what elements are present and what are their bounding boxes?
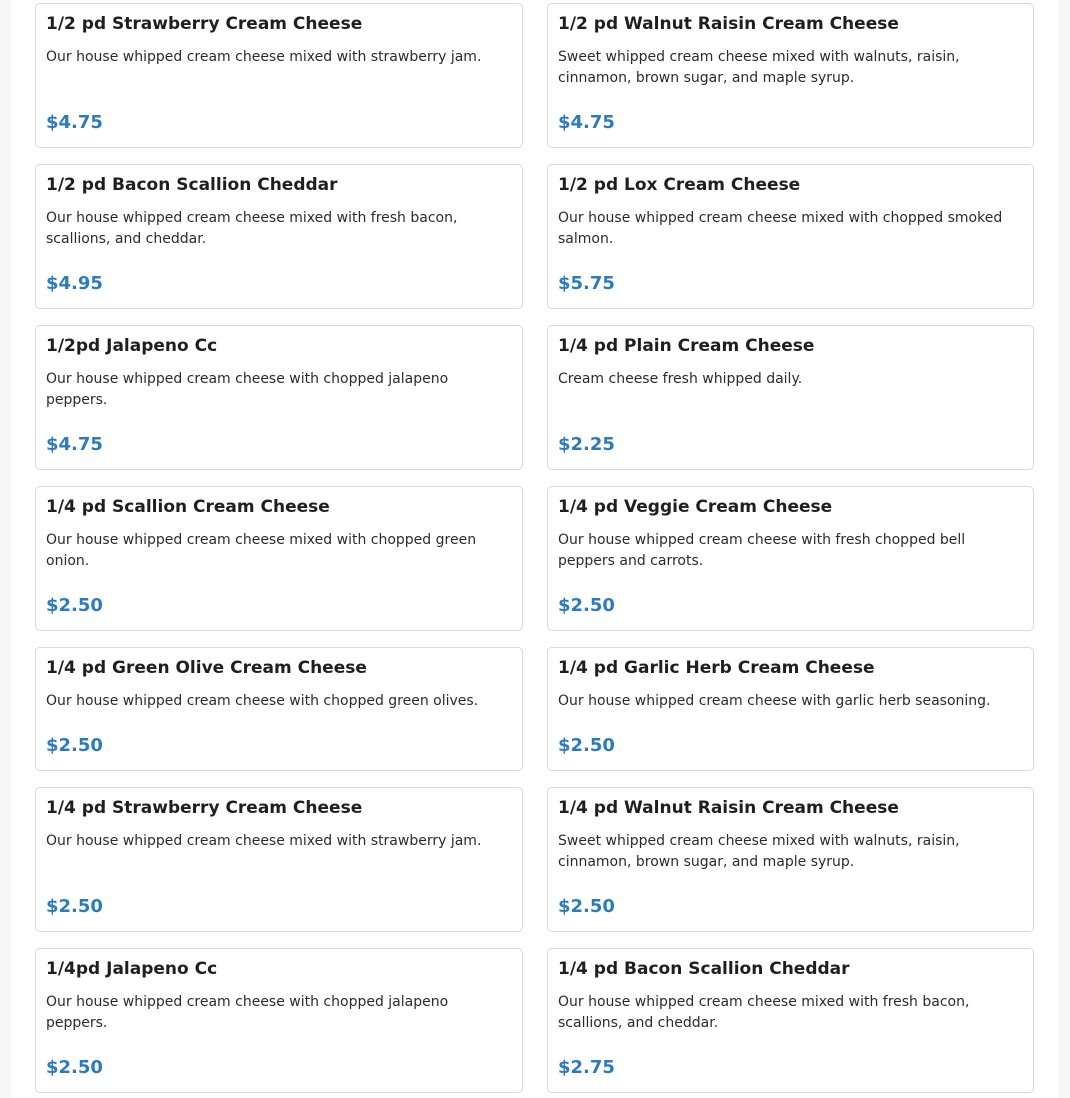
item-description: Our house whipped cream cheese mixed with fresh bacon, scallions, and cheddar. [558, 994, 970, 1031]
item-price: $4.75 [46, 434, 103, 455]
menu-item-card[interactable] [547, 164, 1034, 309]
menu-item-grid [35, 3, 1034, 1093]
item-price: $2.50 [558, 595, 615, 616]
item-name: 1/4 pd Bacon Scallion Cheddar [558, 959, 850, 979]
menu-item-card[interactable] [35, 486, 523, 631]
menu-item-card[interactable] [35, 325, 523, 470]
item-price: $4.75 [46, 112, 103, 133]
item-name: 1/4 pd Plain Cream Cheese [558, 336, 815, 356]
item-name: 1/4 pd Green Olive Cream Cheese [46, 658, 367, 678]
item-description: Our house whipped cream cheese mixed with chopped smoked salmon. [558, 210, 1003, 247]
item-name: 1/4pd Jalapeno Cc [46, 959, 218, 979]
item-description: Cream cheese fresh whipped daily. [558, 371, 803, 387]
menu-item-card[interactable] [547, 647, 1034, 771]
menu-item-card[interactable] [35, 647, 523, 771]
item-name: 1/2 pd Lox Cream Cheese [558, 175, 801, 195]
menu-item-card[interactable] [547, 787, 1034, 932]
item-name: 1/4 pd Walnut Raisin Cream Cheese [558, 798, 899, 818]
item-name: 1/2pd Jalapeno Cc [46, 336, 218, 356]
item-price: $4.75 [558, 112, 615, 133]
item-price: $5.75 [558, 273, 615, 294]
item-price: $2.50 [558, 896, 615, 917]
item-description: Our house whipped cream cheese mixed with strawberry jam. [46, 833, 482, 849]
item-description: Our house whipped cream cheese with fresh chopped bell peppers and carrots. [558, 532, 966, 569]
menu-item-card[interactable] [35, 948, 523, 1093]
menu-item-card[interactable] [547, 325, 1034, 470]
menu-item-card[interactable] [547, 3, 1034, 148]
item-name: 1/4 pd Garlic Herb Cream Cheese [558, 658, 875, 678]
item-description: Our house whipped cream cheese with chopped green olives. [46, 693, 479, 709]
item-description: Our house whipped cream cheese with chopped jalapeno peppers. [46, 371, 449, 408]
item-name: 1/2 pd Bacon Scallion Cheddar [46, 175, 338, 195]
menu-item-card[interactable] [547, 486, 1034, 631]
item-description: Our house whipped cream cheese with garlic herb seasoning. [558, 693, 991, 709]
item-name: 1/4 pd Scallion Cream Cheese [46, 497, 330, 517]
item-price: $2.50 [558, 735, 615, 756]
menu-item-card[interactable] [547, 948, 1034, 1093]
item-description: Sweet whipped cream cheese mixed with walnuts, raisin, cinnamon, brown sugar, and maple syrup. [558, 833, 960, 870]
menu-item-card[interactable] [35, 164, 523, 309]
item-description: Our house whipped cream cheese mixed with fresh bacon, scallions, and cheddar. [46, 210, 458, 247]
item-name: 1/2 pd Strawberry Cream Cheese [46, 14, 363, 34]
item-price: $2.50 [46, 735, 103, 756]
item-price: $2.25 [558, 434, 615, 455]
item-description: Sweet whipped cream cheese mixed with walnuts, raisin, cinnamon, brown sugar, and maple syrup. [558, 49, 960, 86]
item-name: 1/4 pd Strawberry Cream Cheese [46, 798, 363, 818]
item-price: $2.50 [46, 1057, 103, 1078]
menu-item-card[interactable] [35, 3, 523, 148]
menu-page [11, 0, 1059, 1098]
menu-item-card[interactable] [35, 787, 523, 932]
item-name: 1/4 pd Veggie Cream Cheese [558, 497, 833, 517]
item-description: Our house whipped cream cheese with chopped jalapeno peppers. [46, 994, 449, 1031]
item-description: Our house whipped cream cheese mixed with strawberry jam. [46, 49, 482, 65]
item-price: $2.50 [46, 595, 103, 616]
item-price: $4.95 [46, 273, 103, 294]
item-description: Our house whipped cream cheese mixed with chopped green onion. [46, 532, 477, 569]
item-name: 1/2 pd Walnut Raisin Cream Cheese [558, 14, 899, 34]
item-price: $2.50 [46, 896, 103, 917]
item-price: $2.75 [558, 1057, 615, 1078]
